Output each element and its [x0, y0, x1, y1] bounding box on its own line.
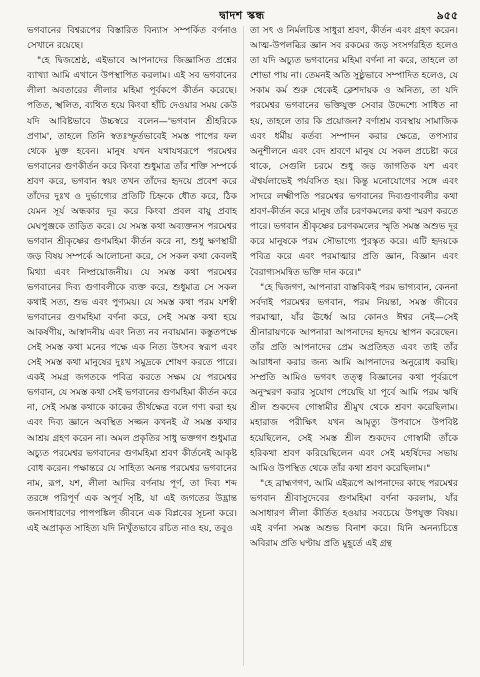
paragraph: "হে দ্বিজশ্রেষ্ঠ, এইভাবে আপনাদের জিজ্ঞাসিত প্রশ্নের ব্যাখ্যা আমি এখানে উপস্থাপিত করলাম। এই সব ভগবানের লীলা অবতারের লীলার মহিমা পূর্বকপে কীর্তন করেছে। পতিত, স্খলিত, ব্যথিত হয়ে কিংবা হাঁচি দেওয়ার সময় কেউ যদি আবিষ্টভাবে উচ্চস্বরে বলেন—'ভগবান শ্রীহরিকে প্রণাম', তাহলে তিনি স্বতঃস্ফূর্তভাবেই সমস্ত পাপের ফল থেকে মুক্ত হবেন। মানুষ যখন যথাযথরূপে পরমেশ্বর ভগবানের গুণকীর্তন করে কিংবা শুধুমাত্র তাঁর শক্তি সম্পর্কে শ্রবণ করে, ভগবান স্বয়ং তখন তাঁদের হৃদয়ে প্রবেশ করে তাঁদের দুঃখ ও দুর্ভাগ্যের প্রতিটি চিহ্নকে ধৌত করে, ঠিক যেমন সূর্য অন্ধকার দূর করে কিংবা প্রবল বায়ু প্রবাহ মেঘপুঞ্জকে তাড়িত করে। যে সমস্ত কথা অব্যক্তনস পরমেশ্বর ভগবান শ্রীকৃষ্ণের গুণমহিমা কীর্তন করে না, শুধু ক্ষণস্থায়ী জড় বিষয় সম্পর্কে আলোচনা করে, সে সকল কথা কেবলই মিথ্যা এবং নিষ্প্রয়োজনীয়। যে সমস্ত কথা পরমেশ্বর ভগবানের দিব্য গুণাবলীকে ব্যক্ত করে, শুধুমাত্র সে সকল কথাই সত্য, শুভ এবং পুণ্যময়। যে সমস্ত কথা পরম যশস্বী ভগবানের গুণমহিমা বর্ণনা করে, সেই সমস্ত কথা হয়ে আকর্ষণীয়, আস্বাদনীয় এবং নিত্য নব নবায়মান। কস্তুতপক্ষে সেই সমস্ত কথা মনের পক্ষে এক নিত্য উৎসব স্বরূপ এবং সেই সমস্ত কথা মানুষের দুঃখ সমুদ্রকে শোষণ করতে পারে। একই সমগ্র জগতকে পবিত্র করতে সক্ষম যে পরমেশ্বর ভগবান, যে সমস্ত কথা সেই ভগবানের গুণমহিমা কীর্তন করে না, সেই সমস্ত কথাকে কাকের তীর্থক্ষেত্র বলে গণ্য করা হয় এবং দিব্য জ্ঞানে অবস্থিত সজ্জন কখনই ঐ সমস্ত কথার আশ্রয় গ্রহণ করেন না। অমল প্রকৃতির সাধু ভক্তগণ শুধুমাত্র অচ্যুত পরমেশ্বর ভগবানের গুণমহিমা শ্রবণ কীর্তনেই আকৃষ্ট বোধ করেন। পক্ষান্তরে যে সাহিত্য অনন্ত পরমেশ্বর ভগবানের নাম, রূপ, যশ, লীলা আদির বর্ণনায় পূর্ণ, তা দিব্য শব্দ তরঙ্গে পরিপূর্ণ এক অপূর্ব সৃষ্টি, যা এই জগতের উদ্ভ্রান্ত জনসাধারণের পাপপঙ্কিল জীবনে এক বিপ্লবের সূচনা করে। এই অপ্রাকৃত সাহিত্য যদি নিখুঁতভাবে রচিত নাও হয়, তবুও	[27, 56, 237, 535]
paragraph: "হে ব্রাহ্মণগণ, আমি এইরূপে আপনাদের কাছে পরমেশ্বর ভগবান শ্রীবাসুদেবের গুণমহিমা বর্ণনা করলাম, যাঁর অসাধারণ লীলা কীর্তিত হওয়ার সবচেয়ে উপযুক্ত বিষয়। এই বর্ণনা সমস্ত অশুভ বিনাশ করে। যিনি অনন্যচিত্তে অবিরাম প্রতি ঘণ্টায় প্রতি মুহূর্তে এই গ্রন্থ	[250, 478, 458, 550]
running-header	[26, 6, 458, 22]
paragraph: তা সৎ ও নির্মলচিত্ত সাধুরা শ্রবণ, কীর্তন এবং গ্রহণ করেন। আত্ম-উপলব্ধির জ্ঞান সব রকমের জড় সংসর্গরহিত হলেও তা যদি অচ্যুত ভগবানের মহিমা বর্ণনা না করে, তাহলে তা শোভা পায় না। তেমনই অতি সুষ্ঠুভাবে সম্পাদিত হলেও, যে সকাম কর্ম শুরু থেকেই ক্লেশদায়ক ও অনিত্য, তা যদি পরমেশ্বর ভগবানের ভক্তিযুক্ত সেবার উদ্দেশ্যে সাধিত না হয়, তাহলে তার কি প্রয়োজন? বর্ণাশ্রম ব্যবস্থায় সামাজিক এবং ধর্মীয় কর্তব্য সম্পাদন করার ক্ষেত্রে, তপস্যার অনুশীলনে এবং বেদ শ্রবণে মানুষ যে সকল প্রচেষ্টা করে থাকে, সেগুলি চরমে শুধু জড় জাগতিক যশ এবং ঐশ্বর্যলাভেই পর্যবসিত হয়। কিন্তু মনোযোগের সঙ্গে এবং সাদরে লক্ষ্মীপতি পরমেশ্বর ভগবানের দিব্যগুণাবলীর কথা শ্রবণ-কীর্তন করে মানুষ তাঁর চরণকমলের কথা স্মরণ করতে পারে। ভগবান শ্রীকৃষ্ণের চরণকমলের স্মৃতি সমস্ত অশুভ দূর করে মানুষকে পরম সৌভাগ্যে পুরস্কৃত করে। এটি হৃদয়কে পবিত্র করে এবং পরমাত্মার প্রতি জ্ঞান, বিজ্ঞান এবং বৈরাগ্যসমন্বিত ভক্তি দান করে।"	[250, 26, 458, 278]
paragraph: "হে দ্বিজগণ, আপনারা বাস্তবিকই পরম ভাগ্যবান, কেননা সর্বদাই পরমেশ্বর ভগবান, পরম নিয়ন্তা, সমস্ত জীবের পরমাত্মা, যাঁর ঊর্ধ্বে আর কোনও ঈশ্বর নেই—সেই শ্রীনারায়ণকে আপনারা আপনাদের হৃদয়ে স্থাপন করেছেন। তাঁর প্রতি আপনাদের প্রেম অপ্রতিহত এবং তাই তাঁর আরাধনা করার জন্য আমি আপনাদের অনুরোধ করছি। সম্প্রতি আমিও ভগবৎ তত্ত্ব বিজ্ঞানের কথা পূর্বরূপে অনুস্মরণ করার সুযোগ পেয়েছি যা পূর্বে আমি পরম ঋষি শ্রীল শুকদেব গোস্বামীর শ্রীমুখ থেকে শ্রবণ করেছিলাম। মহারাজ পরীক্ষিৎ যখন আমৃত্যু উপবাসে উপবিষ্ট হয়েছিলেন, সেই সমস্ত শ্রীল শুকদেব গোস্বামী তাঁকে হরিকথা শ্রবণ করিয়েছিলেন এবং সেই মহর্ষিদের সভায় আমিও উপস্থিত থেকে তাঁর কথা শ্রবণ করেছিলাম।"	[250, 282, 458, 474]
column-divider	[243, 26, 244, 666]
left-column	[27, 24, 237, 672]
right-column	[250, 24, 458, 672]
chapter-title: দ্বাদশ স্কন্ধ	[219, 9, 265, 22]
paragraph: ভগবানের বিশ্বরূপের বিস্তারিত বিন্যাস সম্পর্কিত বর্ণনাও সেখানে রয়েছে।	[27, 26, 237, 52]
page-number: ৯৫৫	[436, 9, 458, 22]
